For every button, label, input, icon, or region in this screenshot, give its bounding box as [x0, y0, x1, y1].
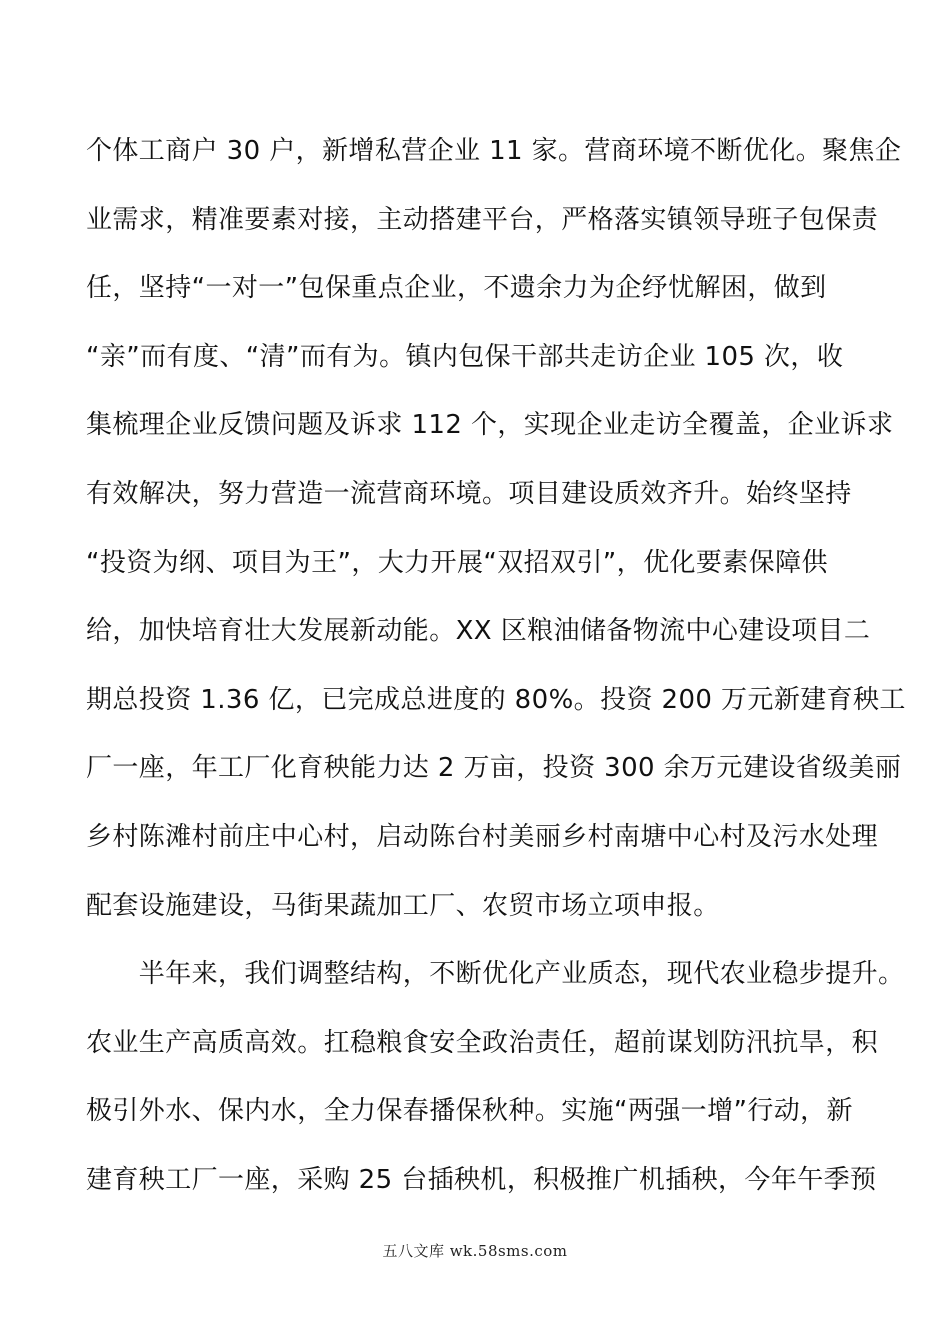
text-line: 乡村陈滩村前庄中心村，启动陈台村美丽乡村南塘中心村及污水处理	[86, 821, 879, 852]
text-line: 厂一座，年工厂化育秧能力达 2 万亩，投资 300 余万元建设省级美丽	[86, 753, 902, 784]
text-line: 集梳理企业反馈问题及诉求 112 个，实现企业走访全覆盖，企业诉求	[86, 410, 894, 441]
text-line: 业需求，精准要素对接，主动搭建平台，严格落实镇领导班子包保责	[86, 204, 879, 235]
text-line: 有效解决，努力营造一流营商环境。项目建设质效齐升。始终坚持	[86, 478, 852, 509]
text-line: “亲”而有度、“清”而有为。镇内包保干部共走访企业 105 次，收	[86, 341, 844, 372]
text-line: 建育秧工厂一座，采购 25 台插秧机，积极推广机插秧，今年午季预	[86, 1164, 877, 1195]
text-line: 任，坚持“一对一”包保重点企业，不遗余力为企纾忧解困，做到	[86, 273, 827, 304]
text-line: “投资为纲、项目为王”，大力开展“双招双引”，优化要素保障供	[86, 547, 828, 578]
text-line: 给，加快培育壮大发展新动能。XX 区粮油储备物流中心建设项目二	[86, 616, 871, 647]
page-footer: 五八文库 wk.58sms.com	[382, 1242, 568, 1260]
text-line: 配套设施建设，马街果蔬加工厂、农贸市场立项申报。	[86, 890, 720, 921]
text-line: 个体工商户 30 户，新增私营企业 11 家。营商环境不断优化。聚焦企	[86, 136, 902, 166]
text-line: 极引外水、保内水，全力保春播保秋种。实施“两强一增”行动，新	[86, 1096, 853, 1127]
document-body	[86, 125, 906, 1223]
text-line: 农业生产高质高效。扛稳粮食安全政治责任，超前谋划防汛抗旱，积	[86, 1027, 879, 1058]
text-line: 半年来，我们调整结构，不断优化产业质态，现代农业稳步提升。	[86, 959, 905, 990]
text-line: 期总投资 1.36 亿，已完成总进度的 80%。投资 200 万元新建育秧工	[86, 684, 906, 715]
